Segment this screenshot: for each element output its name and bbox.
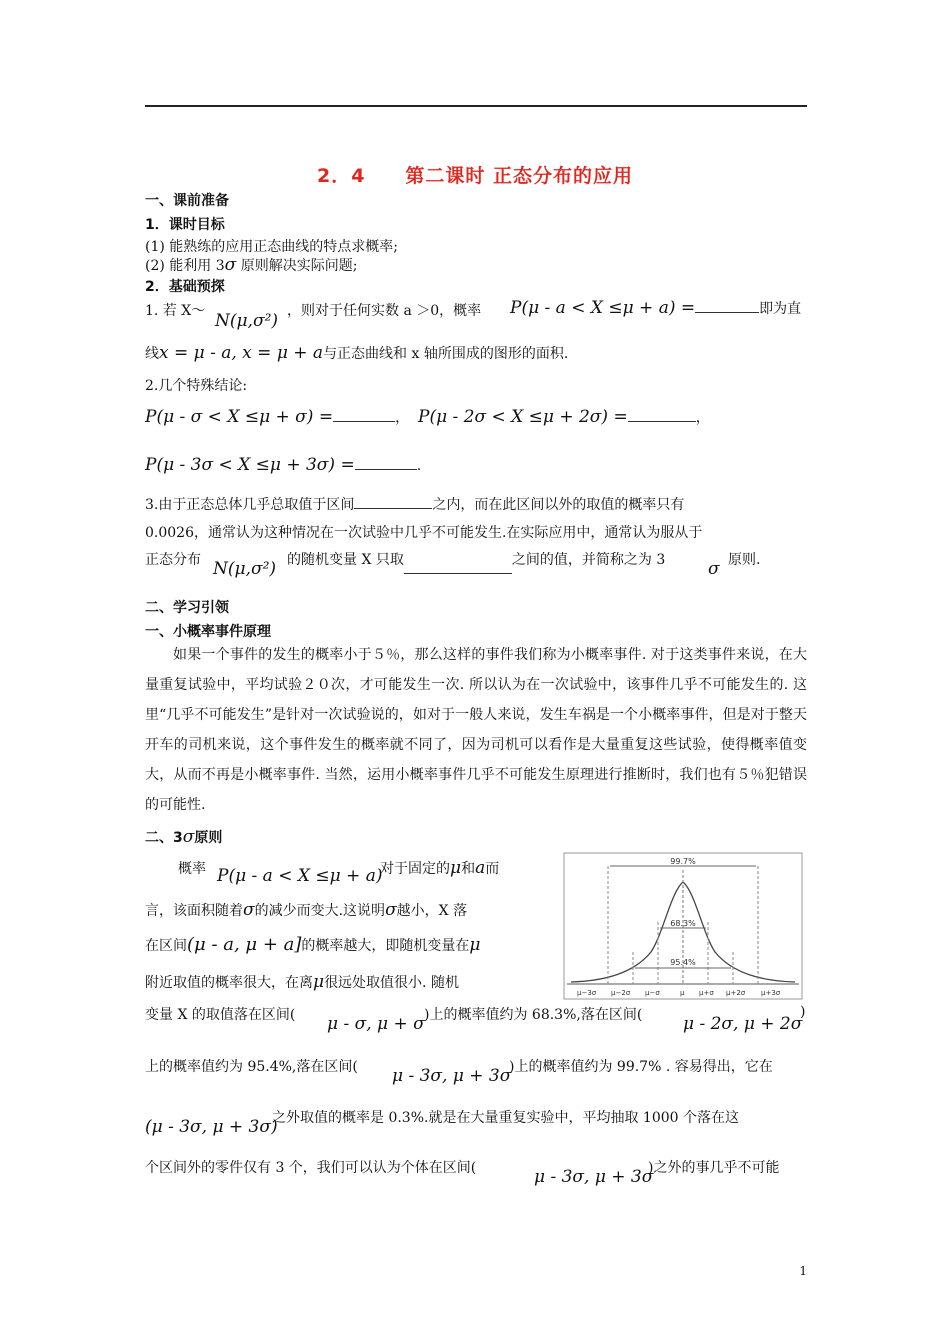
tick-mu-minus-2sigma: μ−2σ	[611, 989, 631, 997]
section-heading-prep: 一、课前准备	[145, 193, 229, 209]
label-99-7: 99.7%	[670, 857, 696, 866]
question-1-line-1: 1. 若 X～	[145, 303, 206, 319]
goals-heading: 1．课时目标	[145, 217, 225, 233]
p2-line-5-mid: )上的概率值约为 68.3%,落在区间(	[424, 1007, 643, 1023]
q1-condition: ，则对于任何实数 a ＞0，概率	[287, 303, 482, 319]
p2-interval-3: μ - 3σ, μ + 3σ	[392, 1066, 512, 1086]
tick-mu-plus-sigma: μ+σ	[699, 989, 714, 997]
page-number: 1	[799, 1264, 807, 1278]
p2-interval-1: μ - σ, μ + σ	[327, 1014, 425, 1034]
q3-blank-1[interactable]	[354, 508, 432, 509]
normal-curve-figure	[563, 852, 803, 1000]
page-title: 2．4 第二课时 正态分布的应用	[316, 165, 634, 187]
p2-interval-4: (μ - 3σ, μ + 3σ)	[145, 1117, 278, 1137]
q2-formula-1: P(μ - σ < X ≤μ + σ) = ，	[145, 407, 410, 427]
q2-blank-2[interactable]	[628, 421, 696, 422]
q2-blank-1[interactable]	[333, 421, 395, 422]
tick-mu-plus-3sigma: μ+3σ	[761, 989, 781, 997]
p2-interval-2: μ - 2σ, μ + 2σ	[683, 1014, 803, 1034]
p2-line-3: 在区间(μ - a, μ + a]的概率越大，即随机变量在μ	[145, 934, 481, 955]
tick-mu-minus-3sigma: μ−3σ	[577, 989, 597, 997]
p2-formula: P(μ - a < X ≤μ + a)	[217, 866, 383, 886]
tick-mu: μ	[680, 989, 685, 997]
q2-formula-3: P(μ - 3σ < X ≤μ + 3σ) = .	[145, 455, 422, 475]
subheading-3-sigma: 二、3σ原则	[145, 827, 223, 847]
q3-distribution: N(μ,σ²)	[213, 559, 277, 579]
q3-line-3-pre: 正态分布	[145, 552, 201, 568]
preview-heading: 2．基础预探	[145, 279, 225, 295]
p2-line-4: 附近取值的概率很大，在离μ很远处取值很小. 随机	[145, 972, 459, 992]
question-2-label: 2.几个特殊结论:	[145, 378, 248, 394]
q1-formula: P(μ - a < X ≤μ + a) = 即为直	[510, 298, 802, 318]
tick-mu-plus-2sigma: μ+2σ	[726, 989, 746, 997]
p2-line-1-mid: 对于固定的μ和a而	[380, 858, 500, 878]
p2-line-5-end: )	[800, 1004, 806, 1020]
paragraph-small-probability: 如果一个事件的发生的概率小于５％，那么这样的事件我们称为小概率事件. 对于这类事件来说，在大量重复试验中，平均试验２０次，才可能发生一次. 所以认为在一次试验中，该事件几乎不可能发生的. 这里“几乎不可能发生”是针对一次试验说的，如对于一般人来说，发生车祸是一个小概率事件，但是对于整天开车的司机来说，这个事件发生的概率就不同了，因为司机可以看作是大量重复这些试验，使得概率值变大，从而不再是小概率事件. 当然，运用小概率事件几乎不可能发生原理进行推断时，我们也有５％犯错误的可能性.	[145, 647, 807, 813]
p2-interval-5: μ - 3σ, μ + 3σ	[534, 1167, 654, 1187]
p2-line-2: 言，该面积随着σ的减少而变大.这说明σ越小，X 落	[145, 900, 468, 920]
p2-line-1: 概率	[178, 861, 206, 877]
q1-distribution: N(μ,σ²)	[215, 311, 279, 331]
q2-formula-2: P(μ - 2σ < X ≤μ + 2σ) = ，	[418, 407, 710, 427]
header-rule	[145, 105, 807, 107]
question-3-line-1: 3.由于正态总体几乎总取值于区间 之内，而在此区间以外的取值的概率只有	[145, 497, 685, 513]
tick-mu-minus-sigma: μ−σ	[645, 989, 660, 997]
q2-blank-3[interactable]	[355, 469, 417, 470]
p2-line-7-post: 之外取值的概率是 0.3%.就是在大量重复实验中，平均抽取 1000 个落在这	[272, 1110, 739, 1126]
q1-answer-blank[interactable]	[695, 312, 759, 313]
subheading-small-probability: 一、小概率事件原理	[145, 624, 271, 640]
label-68-3: 68.3%	[670, 919, 696, 928]
section-heading-guide: 二、学习引领	[145, 600, 229, 616]
q3-blank-2[interactable]	[404, 573, 512, 574]
q3-line-3-mid: 的随机变量 X 只取 之间的值，并简称之为 3	[287, 549, 665, 569]
question-1-line-2: 线x = μ - a, x = μ + a与正态曲线和 x 轴所围成的图形的面积.	[145, 343, 569, 363]
goal-2: (2) 能利用 3σ 原则解决实际问题;	[145, 255, 358, 275]
p2-line-6: 上的概率值约为 95.4%,落在区间(	[145, 1059, 358, 1075]
q3-sigma: σ	[708, 559, 720, 579]
p2-line-8: 个区间外的零件仅有 3 个，我们可以认为个体在区间(	[145, 1160, 477, 1176]
p2-line-8-post: )之外的事几乎不可能	[648, 1160, 780, 1176]
label-95-4: 95.4%	[670, 958, 696, 967]
p2-line-6-post: )上的概率值约为 99.7% . 容易得出，它在	[509, 1059, 773, 1075]
question-3-line-2: 0.0026，通常认为这种情况在一次试验中几乎不可能发生.在实际应用中，通常认为服从于	[145, 525, 703, 541]
goal-1: (1) 能熟练的应用正态曲线的特点求概率;	[145, 239, 398, 255]
p2-line-5: 变量 X 的取值落在区间(	[145, 1007, 296, 1023]
q3-end: 原则.	[728, 552, 761, 568]
